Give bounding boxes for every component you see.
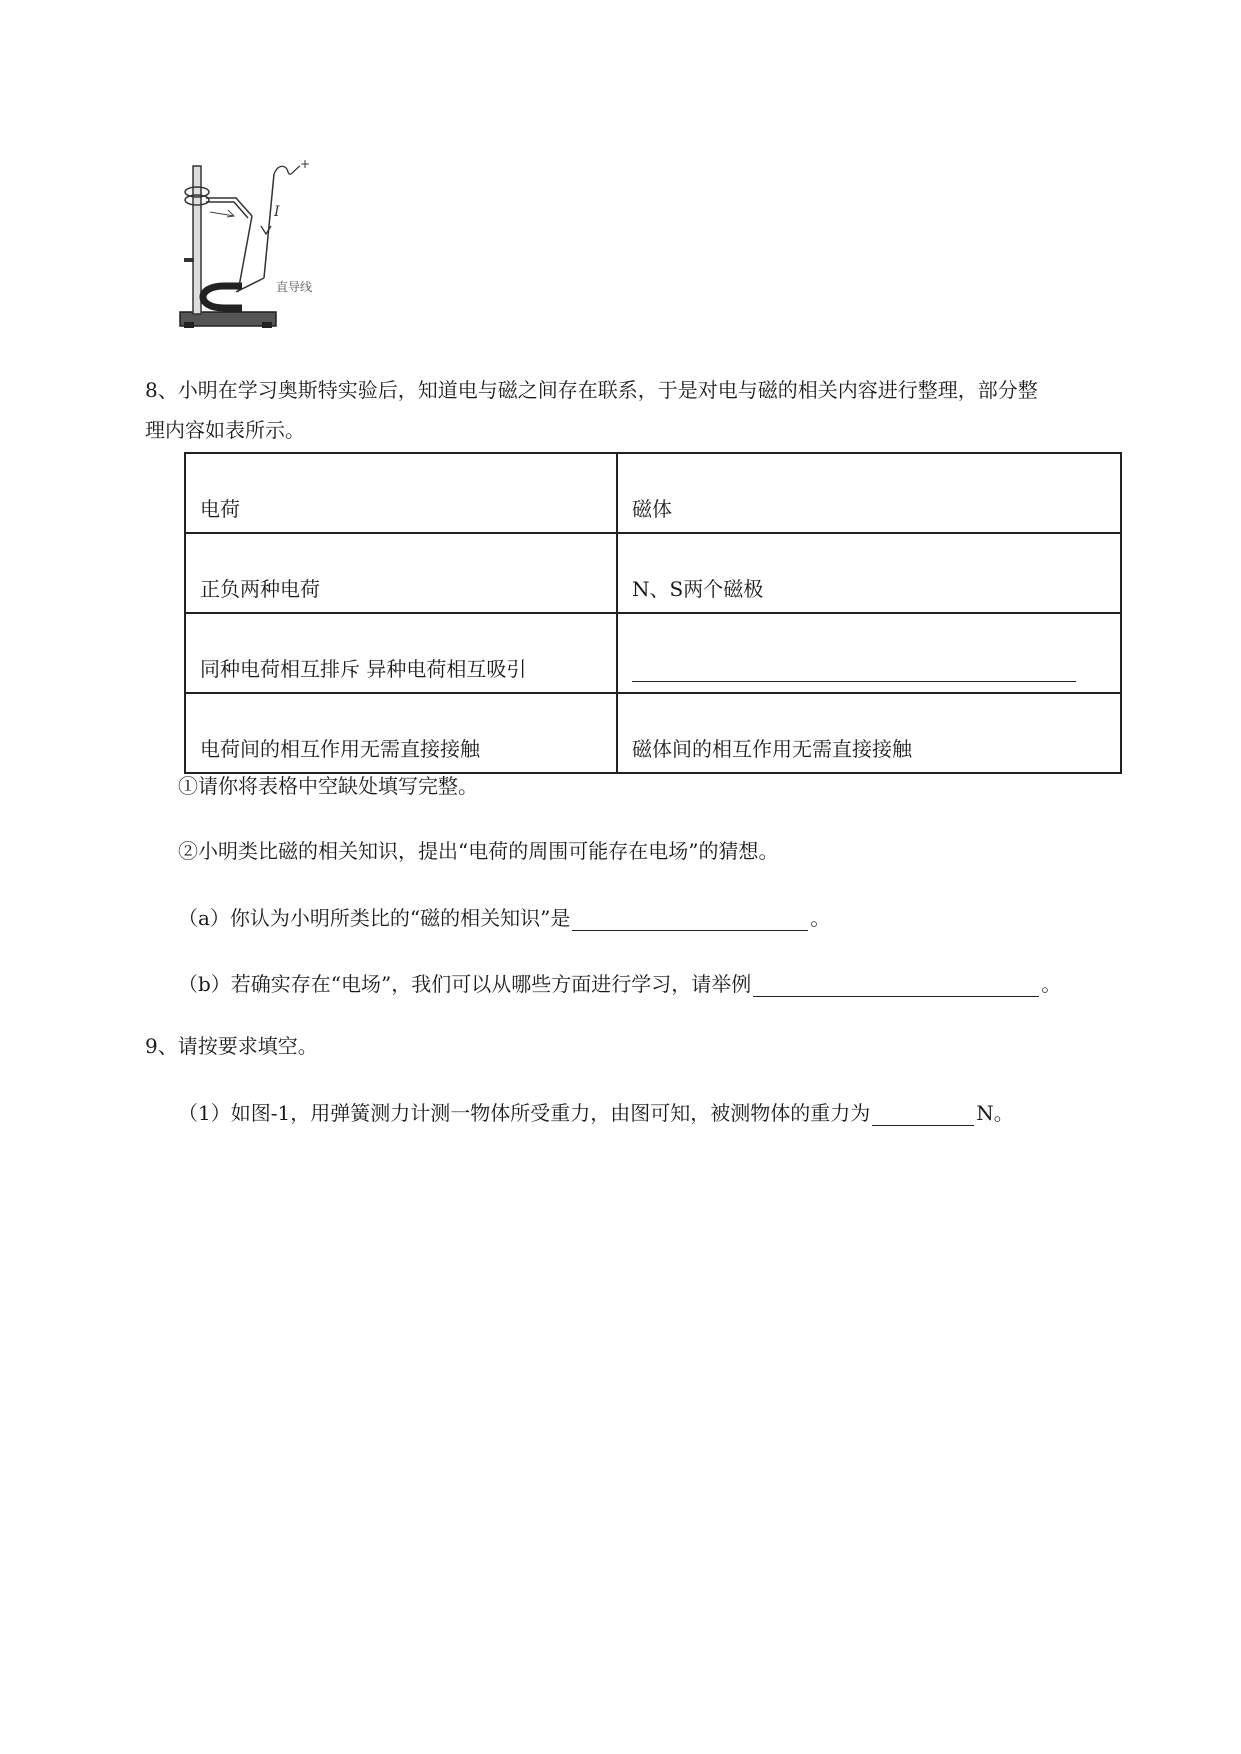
q8-sub1: ①请你将表格中空缺处填写完整。 [178, 774, 478, 798]
q8-sub2: ②小明类比磁的相关知识，提出“电荷的周围可能存在电场”的猜想。 [178, 839, 779, 863]
q9-title: 9、请按要求填空。 [145, 1034, 318, 1058]
q9-item1-text: （1）如图-1，用弹簧测力计测一物体所受重力，由图可知，被测物体的重力为 [178, 1101, 871, 1125]
table-row [185, 613, 1121, 693]
q8-text-line2: 理内容如表所示。 [145, 418, 305, 442]
svg-text:I: I [274, 204, 280, 220]
table-cell: 磁体间的相互作用无需直接接触 [617, 693, 1121, 773]
table-row [185, 533, 1121, 613]
answer-blank[interactable] [753, 974, 1039, 997]
apparatus-drawing [176, 160, 326, 335]
table-cell: 电荷 [185, 453, 617, 533]
q8-text-line1: 8、小明在学习奥斯特实验后，知道电与磁之间存在联系，于是对电与磁的相关内容进行整理，部分整 [145, 378, 1038, 402]
answer-blank[interactable] [632, 653, 1076, 682]
straight-wire-label: 直导线 [276, 280, 313, 294]
table-cell: 磁体 [617, 453, 1121, 533]
answer-blank[interactable] [572, 908, 808, 931]
svg-text:+: + [300, 160, 311, 171]
q9-item1 [178, 1097, 1014, 1126]
q9-item1-unit: N。 [976, 1101, 1014, 1125]
table-cell: 电荷间的相互作用无需直接接触 [185, 693, 617, 773]
q8-part-b [178, 968, 1061, 997]
q8-part-a [178, 902, 830, 931]
q8-part-a-end: 。 [810, 906, 831, 930]
table-cell-answer-blank[interactable] [617, 613, 1121, 693]
answer-blank[interactable] [872, 1103, 974, 1126]
oersted-apparatus-figure [176, 160, 326, 335]
table-cell: N、S两个磁极 [617, 533, 1121, 613]
table-cell: 同种电荷相互排斥 异种电荷相互吸引 [185, 613, 617, 693]
table-row [185, 453, 1121, 533]
table-row [185, 693, 1121, 773]
q8-part-b-end: 。 [1041, 972, 1062, 996]
table-cell: 正负两种电荷 [185, 533, 617, 613]
charge-magnet-comparison-table [184, 452, 1122, 774]
q8-part-a-text: （a）你认为小明所类比的“磁的相关知识”是 [178, 906, 571, 930]
q8-part-b-text: （b）若确实存在“电场”，我们可以从哪些方面进行学习，请举例 [178, 972, 752, 996]
